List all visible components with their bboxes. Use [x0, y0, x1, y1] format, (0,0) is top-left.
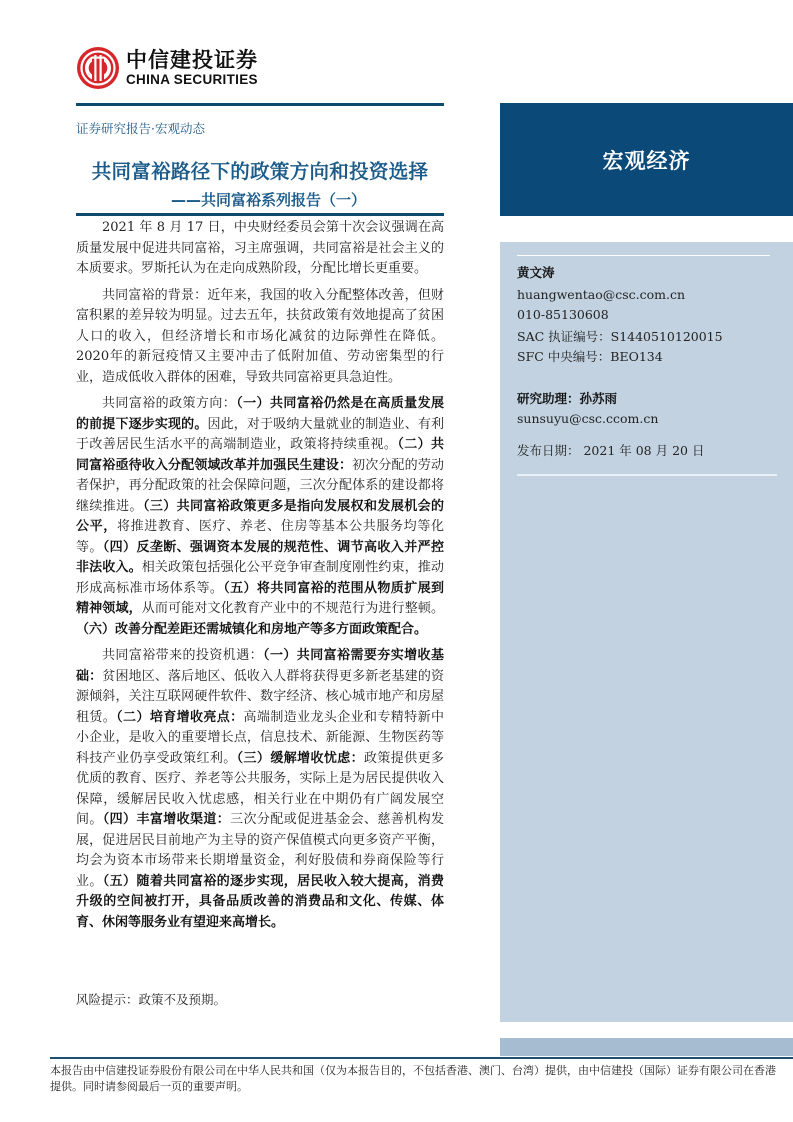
citic-logo-icon [76, 46, 120, 90]
analyst-sac-id: SAC 执证编号：S1440510120015 [517, 329, 723, 344]
bold-point-2: （二）培育增收亮点： [116, 709, 244, 725]
bold-point-2: （二）共同富裕亟待收入分配领域改革并加强民生建设： [76, 437, 444, 473]
summary-paragraph-policy [76, 394, 444, 640]
bold-point-3: （三）共同富裕政策更多是指向发展权和发展机会的公平， [76, 498, 444, 534]
bold-point-5: （五）随着共同富裕的逐步实现，居民收入较大提高，消费升级的空间被打开，具备品质改善的消费品和文化、传媒、体育、休闲等服务业有望迎来高增长。 [76, 873, 444, 930]
footer-divider [50, 1057, 793, 1059]
text-run: 将推进教育、医疗、养老、住房等基本公共服务均等化等。 [76, 519, 444, 555]
footer-disclaimer: 本报告由中信建投证券股份有限公司在中华人民共和国（仅为本报告目的，不包括香港、澳门、台湾）提供，由中信建投（国际）证券有限公司在香港提供。同时请参阅最后一页的重要声明。 [50, 1064, 776, 1093]
risk-warning: 风险提示：政策不及预期。 [76, 992, 227, 1007]
analyst-phone: 010-85130608 [517, 307, 609, 322]
report-title: 共同富裕路径下的政策方向和投资选择 [91, 160, 429, 183]
text-run: 共同富裕的政策方向： [102, 396, 237, 411]
bold-point-3: （三）缓解增收忧虑： [236, 750, 365, 766]
summary-paragraph-investment [76, 646, 444, 933]
sector-banner [500, 103, 793, 216]
text-run: 初次分配的劳动者保护，再分配政策的社会保障问题，三次分配体系的建设都将继续推进。 [76, 457, 444, 514]
analyst-panel-footer-band [500, 1038, 793, 1056]
bold-point-4: （四）丰富增收渠道： [102, 812, 231, 827]
assistant-email[interactable]: sunsuyu@csc.ccom.cn [517, 411, 659, 426]
analyst-panel-divider-bottom [517, 474, 777, 476]
bold-point-1: （一）共同富裕仍然是在高质量发展的前提下逐步实现的。 [76, 396, 444, 432]
logo-english-name: CHINA SECURITIES [126, 72, 258, 87]
text-run: 高端制造业龙头企业和专精特新中小企业，是收入的重要增长点，信息技术、新能源、生物医药等科技产业仍享受政策红利。 [76, 709, 444, 766]
analyst-email[interactable]: huangwentao@csc.com.cn [517, 287, 686, 302]
text-run: 因此，对于吸纳大量就业的制造业、有利于改善居民生活水平的高端制造业，政策将持续重视。 [76, 416, 444, 452]
report-category: 证券研究报告·宏观动态 [76, 121, 205, 136]
logo-chinese-name: 中信建投证券 [126, 48, 258, 72]
bold-point-5: （五）将共同富裕的范围从物质扩展到精神领域， [76, 580, 444, 616]
assistant-name: 研究助理：孙苏雨 [517, 391, 618, 406]
sector-label: 宏观经济 [602, 148, 691, 173]
text-run: 从而可能对文化教育产业中的不规范行为进行整顿。 [141, 601, 444, 616]
summary-paragraph-intro: 2021 年 8 月 17 日，中央财经委员会第十次会议强调在高质量发展中促进共同富裕，习主席强调，共同富裕是社会主义的本质要求。罗斯托认为在走向成熟阶段，分配比增长更重要。 [76, 220, 444, 276]
analyst-panel-divider-top [517, 255, 770, 256]
header-divider [76, 103, 444, 106]
bold-point-6: （六）改善分配差距还需城镇化和房地产等多方面政策配合。 [76, 621, 428, 637]
report-summary [76, 218, 444, 939]
title-divider [76, 213, 444, 216]
analyst-sfc-id: SFC 中央编号：BEO134 [517, 349, 663, 364]
text-run: 三次分配或促进基金会、慈善机构发展，促进居民目前地产为主导的资产保值模式向更多资产平衡，均会为资本市场带来长期增量资金，利好股债和券商保险等行业。 [76, 812, 444, 889]
analyst-name: 黄文涛 [517, 265, 555, 280]
text-run: 政策提供更多优质的教育、医疗、养老等公共服务，实际上是为居民提供收入保障，缓解居民收入忧虑感，相关行业在中期仍有广阔发展空间。 [76, 750, 444, 827]
text-run: 共同富裕带来的投资机遇： [102, 648, 264, 663]
bold-point-4: （四）反垄断、强调资本发展的规范性、调节高收入并严控非法收入。 [76, 539, 444, 575]
company-logo [76, 44, 258, 92]
publish-date: 发布日期： 2021 年 08 月 20 日 [517, 443, 705, 458]
text-run: 贫困地区、落后地区、低收入人群将获得更多新老基建的资源倾斜，关注互联网硬件软件、数字经济、核心城市地产和房屋租赁。 [76, 668, 444, 725]
summary-paragraph-background: 共同富裕的背景：近年来，我国的收入分配整体改善，但财富积累的差异较为明显。过去五年，扶贫政策有效地提高了贫困人口的收入，但经济增长和市场化减贫的边际弹性在降低。2020年的新冠疫情又主要冲击了低附加值、劳动密集型的行业，造成低收入群体的困难，导致共同富裕更具急迫性。 [76, 287, 444, 385]
text-run: 相关政策包括强化公平竞争审查制度刚性约束，推动形成高标准市场体系等。 [76, 560, 444, 596]
bold-point-1: （一）共同富裕需要夯实增收基础： [76, 648, 444, 684]
report-subtitle: ——共同富裕系列报告（一） [170, 191, 366, 209]
